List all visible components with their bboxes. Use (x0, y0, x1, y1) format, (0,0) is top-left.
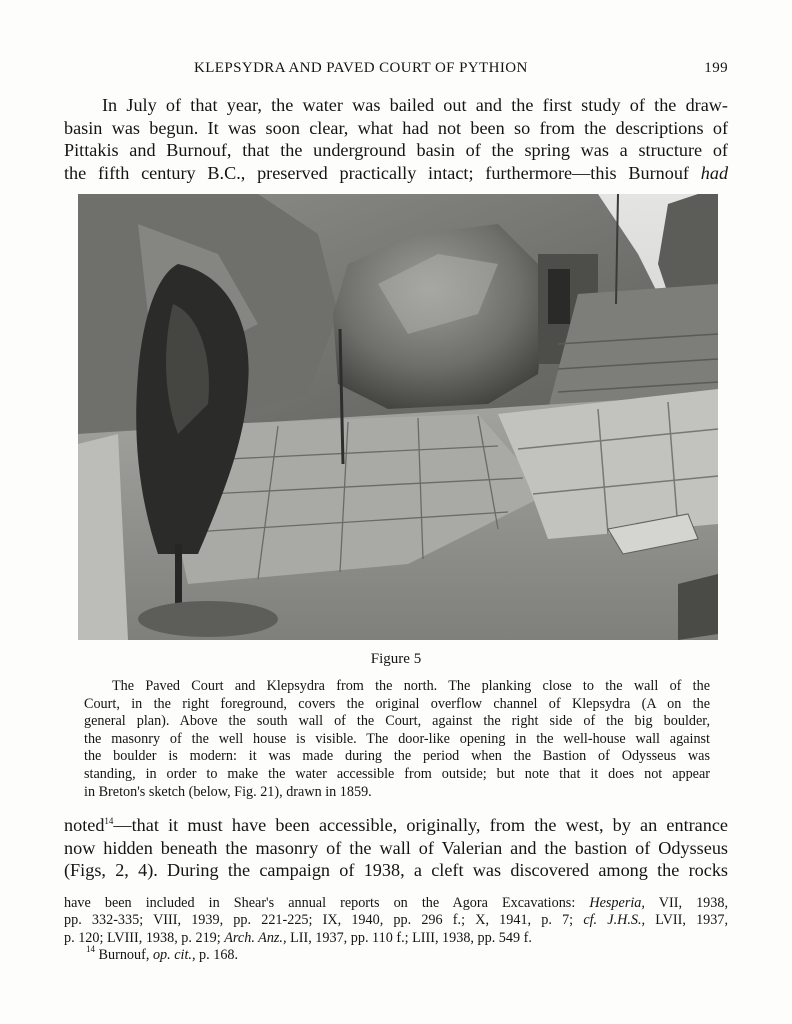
figure-label: Figure 5 (370, 651, 422, 667)
footnote-number: 14 (86, 944, 95, 955)
running-head (64, 60, 728, 82)
caption-line: the boulder is modern: it was made during the period when the Bastion of Odysseus was (84, 748, 710, 765)
figure-5-photograph (78, 194, 718, 640)
caption-line: the masonry of the well house is visible. The door-like opening in the well-house wall against (84, 730, 710, 747)
text-line: Pittakis and Burnouf, that the underground basin of the spring was a structure of (64, 140, 728, 160)
door-like-opening (548, 269, 570, 324)
caption-line: general plan). Above the south wall of the Court, against the right side of the big boulder, (84, 713, 710, 730)
footnote-14: $^{14}$ Burnouf, op. cit., p. 168. (86, 944, 239, 964)
text-line: In July of that year, the water was bailed out and the first study of the draw- (102, 95, 728, 115)
running-head-title: KLEPSYDRA AND PAVED COURT OF PYTHION (194, 60, 528, 76)
footnote-line: p. 120; LVIII, 1938, p. 219; Arch. Anz., LII, 1937, pp. 110 f.; LIII, 1938, pp. 549 f. (64, 929, 532, 946)
text-line: now hidden beneath the masonry of the wall of Valerian and the bastion of Odysseus (64, 837, 728, 858)
footnote-line: pp. 332-335; VIII, 1939, pp. 221-225; IX, 1940, pp. 296 f.; X, 1941, p. 7; cf. J.H.S., LVII, 1937, (64, 912, 729, 929)
tree-shadow (138, 601, 278, 637)
caption-line: Court, in the right foreground, covers the original overflow channel of Klepsydra (A on the (84, 695, 710, 712)
body-paragraph-2 (64, 814, 728, 882)
caption-line: in Breton's sketch (below, Fig. 21), drawn in 1859. (84, 783, 372, 800)
italic-word: had (700, 162, 729, 183)
photo-illustration (78, 194, 718, 640)
text-line: noted$^{14}$—that it must have been accessible, originally, from the west, by an entrance (64, 815, 728, 835)
caption-line: standing, in order to make the water accessible from outside; but note that it does not appear (84, 765, 710, 782)
caption-line: The Paved Court and Klepsydra from the north. The planking close to the wall of the (112, 678, 710, 694)
era-abbreviation: B.C., (207, 162, 246, 183)
footnotes (64, 895, 728, 965)
wooden-crate (678, 574, 718, 640)
body-paragraph-1 (64, 94, 728, 184)
footnote-reference: 14 (104, 816, 114, 826)
figure-caption (84, 678, 710, 801)
text-line: (Figs, 2, 4). During the campaign of 1938, a cleft was discovered among the rocks (64, 860, 728, 880)
text-line: the fifth century B.C., preserved practically intact; furthermore—this Burnouf had (64, 162, 729, 183)
text-line: basin was begun. It was soon clear, what had not been so from the descriptions of (64, 117, 728, 138)
footnote-line: have been included in Shear's annual reports on the Agora Excavations: Hesperia, VII, 1938, (64, 895, 728, 911)
page-number: 199 (704, 60, 728, 76)
